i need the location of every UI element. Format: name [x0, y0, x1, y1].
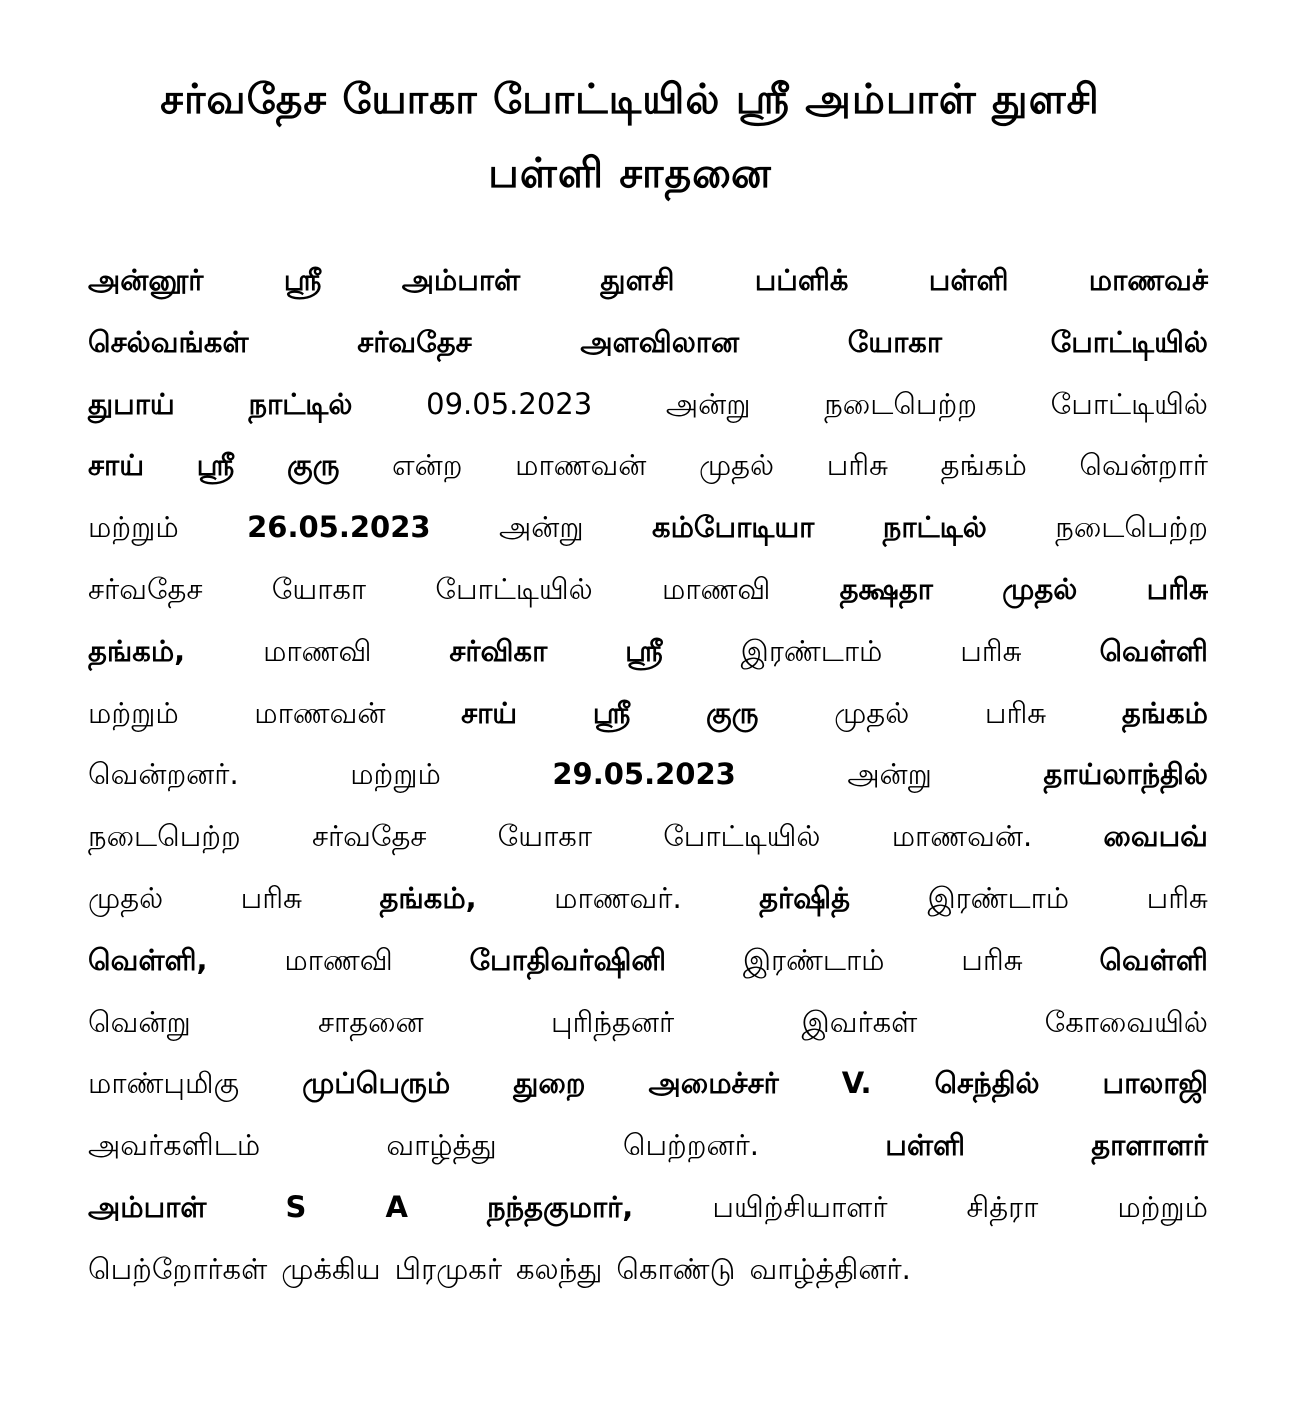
word: வாழ்த்து: [386, 1128, 497, 1163]
document-title: [30, 62, 1230, 210]
word: முக்கிய: [281, 1251, 381, 1286]
bold-word: போதிவர்ஷினி: [469, 942, 667, 977]
title-line-2: பள்ளி சாதனை: [488, 149, 772, 197]
body-line: [88, 374, 1208, 436]
word: முதல்: [698, 448, 775, 483]
bold-word: ஸ்ரீ: [283, 263, 322, 297]
bold-word: பள்ளி: [928, 263, 1009, 297]
body-line: [88, 1239, 1208, 1301]
bold-word: அன்னூர்: [88, 263, 204, 297]
bold-word: ஸ்ரீ: [196, 448, 235, 483]
word: முதல்: [834, 695, 910, 730]
bold-word: முதல்: [1002, 571, 1078, 606]
word: மாணவி: [661, 571, 771, 606]
bold-word: சாய்: [461, 695, 518, 730]
word: இரண்டாம்: [927, 880, 1070, 915]
bold-word: வைபவ்: [1103, 819, 1208, 854]
word: இரண்டாம்: [742, 942, 885, 977]
word: கொண்டு: [616, 1251, 736, 1286]
word: போட்டியில்: [435, 571, 593, 606]
word: மற்றும்: [350, 757, 441, 792]
word: பரிசு: [961, 942, 1023, 977]
bold-word: ஸ்ரீ: [625, 633, 663, 668]
word: மாணவன்.: [891, 819, 1033, 854]
bold-word: போட்டியில்: [1050, 324, 1208, 359]
bold-word: நாட்டில்: [248, 386, 353, 421]
word: சர்வதேச: [311, 819, 427, 854]
word: பரிசு: [240, 880, 303, 915]
bold-word: செந்தில்: [934, 1066, 1040, 1101]
bold-word: நந்தகுமார்,: [486, 1189, 634, 1224]
body-line: [88, 683, 1208, 745]
word: மாணவி: [284, 942, 393, 977]
body-line: [88, 806, 1208, 868]
word: பரிசு: [1146, 880, 1208, 915]
bold-word: அம்பாள்: [401, 263, 521, 297]
word: வாழ்த்தினர்.: [749, 1251, 911, 1286]
bold-word: A: [385, 1189, 408, 1224]
body-line: [88, 744, 1208, 806]
bold-word: S: [285, 1189, 307, 1224]
word: போட்டியில்: [1050, 386, 1208, 421]
word: பரிசு: [984, 695, 1047, 730]
word: இவர்கள்: [801, 1004, 918, 1039]
body-line: [88, 435, 1208, 497]
bold-word: தாய்லாந்தில்: [1043, 757, 1208, 792]
word: சித்ரா: [966, 1189, 1039, 1224]
bold-word: தங்கம்: [1121, 695, 1208, 730]
word: பெற்றனர்.: [622, 1128, 760, 1163]
word: மற்றும்: [1117, 1189, 1208, 1224]
word: பரிசு: [960, 633, 1022, 668]
word: அவர்களிடம்: [88, 1128, 261, 1163]
bold-word: பப்ளிக்: [754, 263, 849, 297]
bold-word: குரு: [706, 695, 759, 730]
word: புரிந்தனர்: [550, 1004, 675, 1039]
bold-word: வெள்ளி: [1099, 633, 1208, 668]
bold-word: கம்போடியா: [652, 510, 815, 545]
body-line: [88, 1053, 1208, 1115]
bold-word: பள்ளி: [885, 1128, 966, 1163]
bold-word: பாலாஜி: [1102, 1066, 1208, 1101]
word: சர்வதேச: [88, 571, 203, 606]
bold-word: 26.05.2023: [247, 510, 431, 545]
word: என்ற: [392, 448, 463, 483]
bold-word: அமைச்சர்: [648, 1066, 779, 1101]
bold-word: தாளாளர்: [1091, 1128, 1208, 1163]
word: முதல்: [88, 880, 164, 915]
word: தங்கம்: [940, 448, 1027, 483]
bold-word: சாய்: [88, 448, 145, 483]
word: பரிசு: [826, 448, 889, 483]
bold-word: வெள்ளி: [1099, 942, 1208, 977]
bold-word: துளசி: [600, 263, 675, 297]
bold-word: V.: [841, 1066, 872, 1101]
word: மாண்புமிகு: [88, 1066, 240, 1101]
article-body: [88, 250, 1208, 1301]
word: மற்றும்: [88, 695, 179, 730]
body-line: [88, 621, 1208, 683]
word: யோகா: [497, 819, 592, 854]
word: வென்றனர்.: [88, 757, 239, 792]
word: மாணவி: [263, 633, 372, 668]
word: பிரமுகர்: [394, 1251, 502, 1286]
word: நடைபெற்ற: [88, 819, 241, 854]
word: அன்று: [499, 510, 584, 545]
word: கோவையில்: [1044, 1004, 1208, 1039]
body-line: [88, 868, 1208, 930]
body-line: [88, 1115, 1208, 1177]
bold-word: முப்பெரும்: [302, 1066, 451, 1101]
bold-word: சர்விகா: [449, 633, 548, 668]
word: அன்று: [665, 386, 751, 421]
word: மாணவர்.: [554, 880, 682, 915]
bold-word: துபாய்: [88, 386, 175, 421]
bold-word: தக்ஷதா: [839, 571, 933, 606]
body-line: [88, 1177, 1208, 1239]
bold-word: நாட்டில்: [882, 510, 987, 545]
word: மாணவன்: [515, 448, 647, 483]
bold-word: 29.05.2023: [552, 757, 736, 792]
body-line: [88, 312, 1208, 374]
word: போட்டியில்: [663, 819, 821, 854]
bold-word: பரிசு: [1146, 571, 1208, 606]
bold-word: குரு: [286, 448, 340, 483]
body-line: [88, 559, 1208, 621]
bold-word: தங்கம்,: [379, 880, 477, 915]
word: அன்று: [847, 757, 932, 792]
word: நடைபெற்ற: [1055, 510, 1208, 545]
bold-word: தர்ஷித்: [759, 880, 850, 915]
word: கலந்து: [515, 1251, 603, 1286]
body-line: [88, 992, 1208, 1054]
word: வென்றார்: [1079, 448, 1208, 483]
bold-word: அம்பாள்: [88, 1189, 207, 1224]
bold-word: செல்வங்கள்: [88, 324, 249, 359]
word: இரண்டாம்: [740, 633, 883, 668]
word: மாணவன்: [254, 695, 386, 730]
word: சாதனை: [318, 1004, 424, 1039]
word: நடைபெற்ற: [824, 386, 977, 421]
bold-word: ஸ்ரீ: [592, 695, 631, 730]
bold-word: யோகா: [847, 324, 943, 359]
word: யோகா: [271, 571, 367, 606]
body-line: [88, 250, 1208, 312]
word: பெற்றோர்கள்: [88, 1251, 268, 1286]
bold-word: மாணவச்: [1088, 263, 1208, 297]
body-line: [88, 497, 1208, 559]
bold-word: சர்வதேச: [357, 324, 472, 359]
title-line-1: சர்வதேச யோகா போட்டியில் ஸ்ரீ அம்பாள் துளசி: [160, 75, 1100, 123]
bold-word: அளவிலான: [580, 324, 740, 359]
bold-word: வெள்ளி,: [88, 942, 208, 977]
word: வென்று: [88, 1004, 191, 1039]
body-line: [88, 930, 1208, 992]
word: மற்றும்: [88, 510, 179, 545]
bold-word: துறை: [513, 1066, 586, 1101]
word: பயிற்சியாளர்: [712, 1189, 888, 1224]
bold-word: தங்கம்,: [88, 633, 186, 668]
word: 09.05.2023: [426, 386, 593, 421]
